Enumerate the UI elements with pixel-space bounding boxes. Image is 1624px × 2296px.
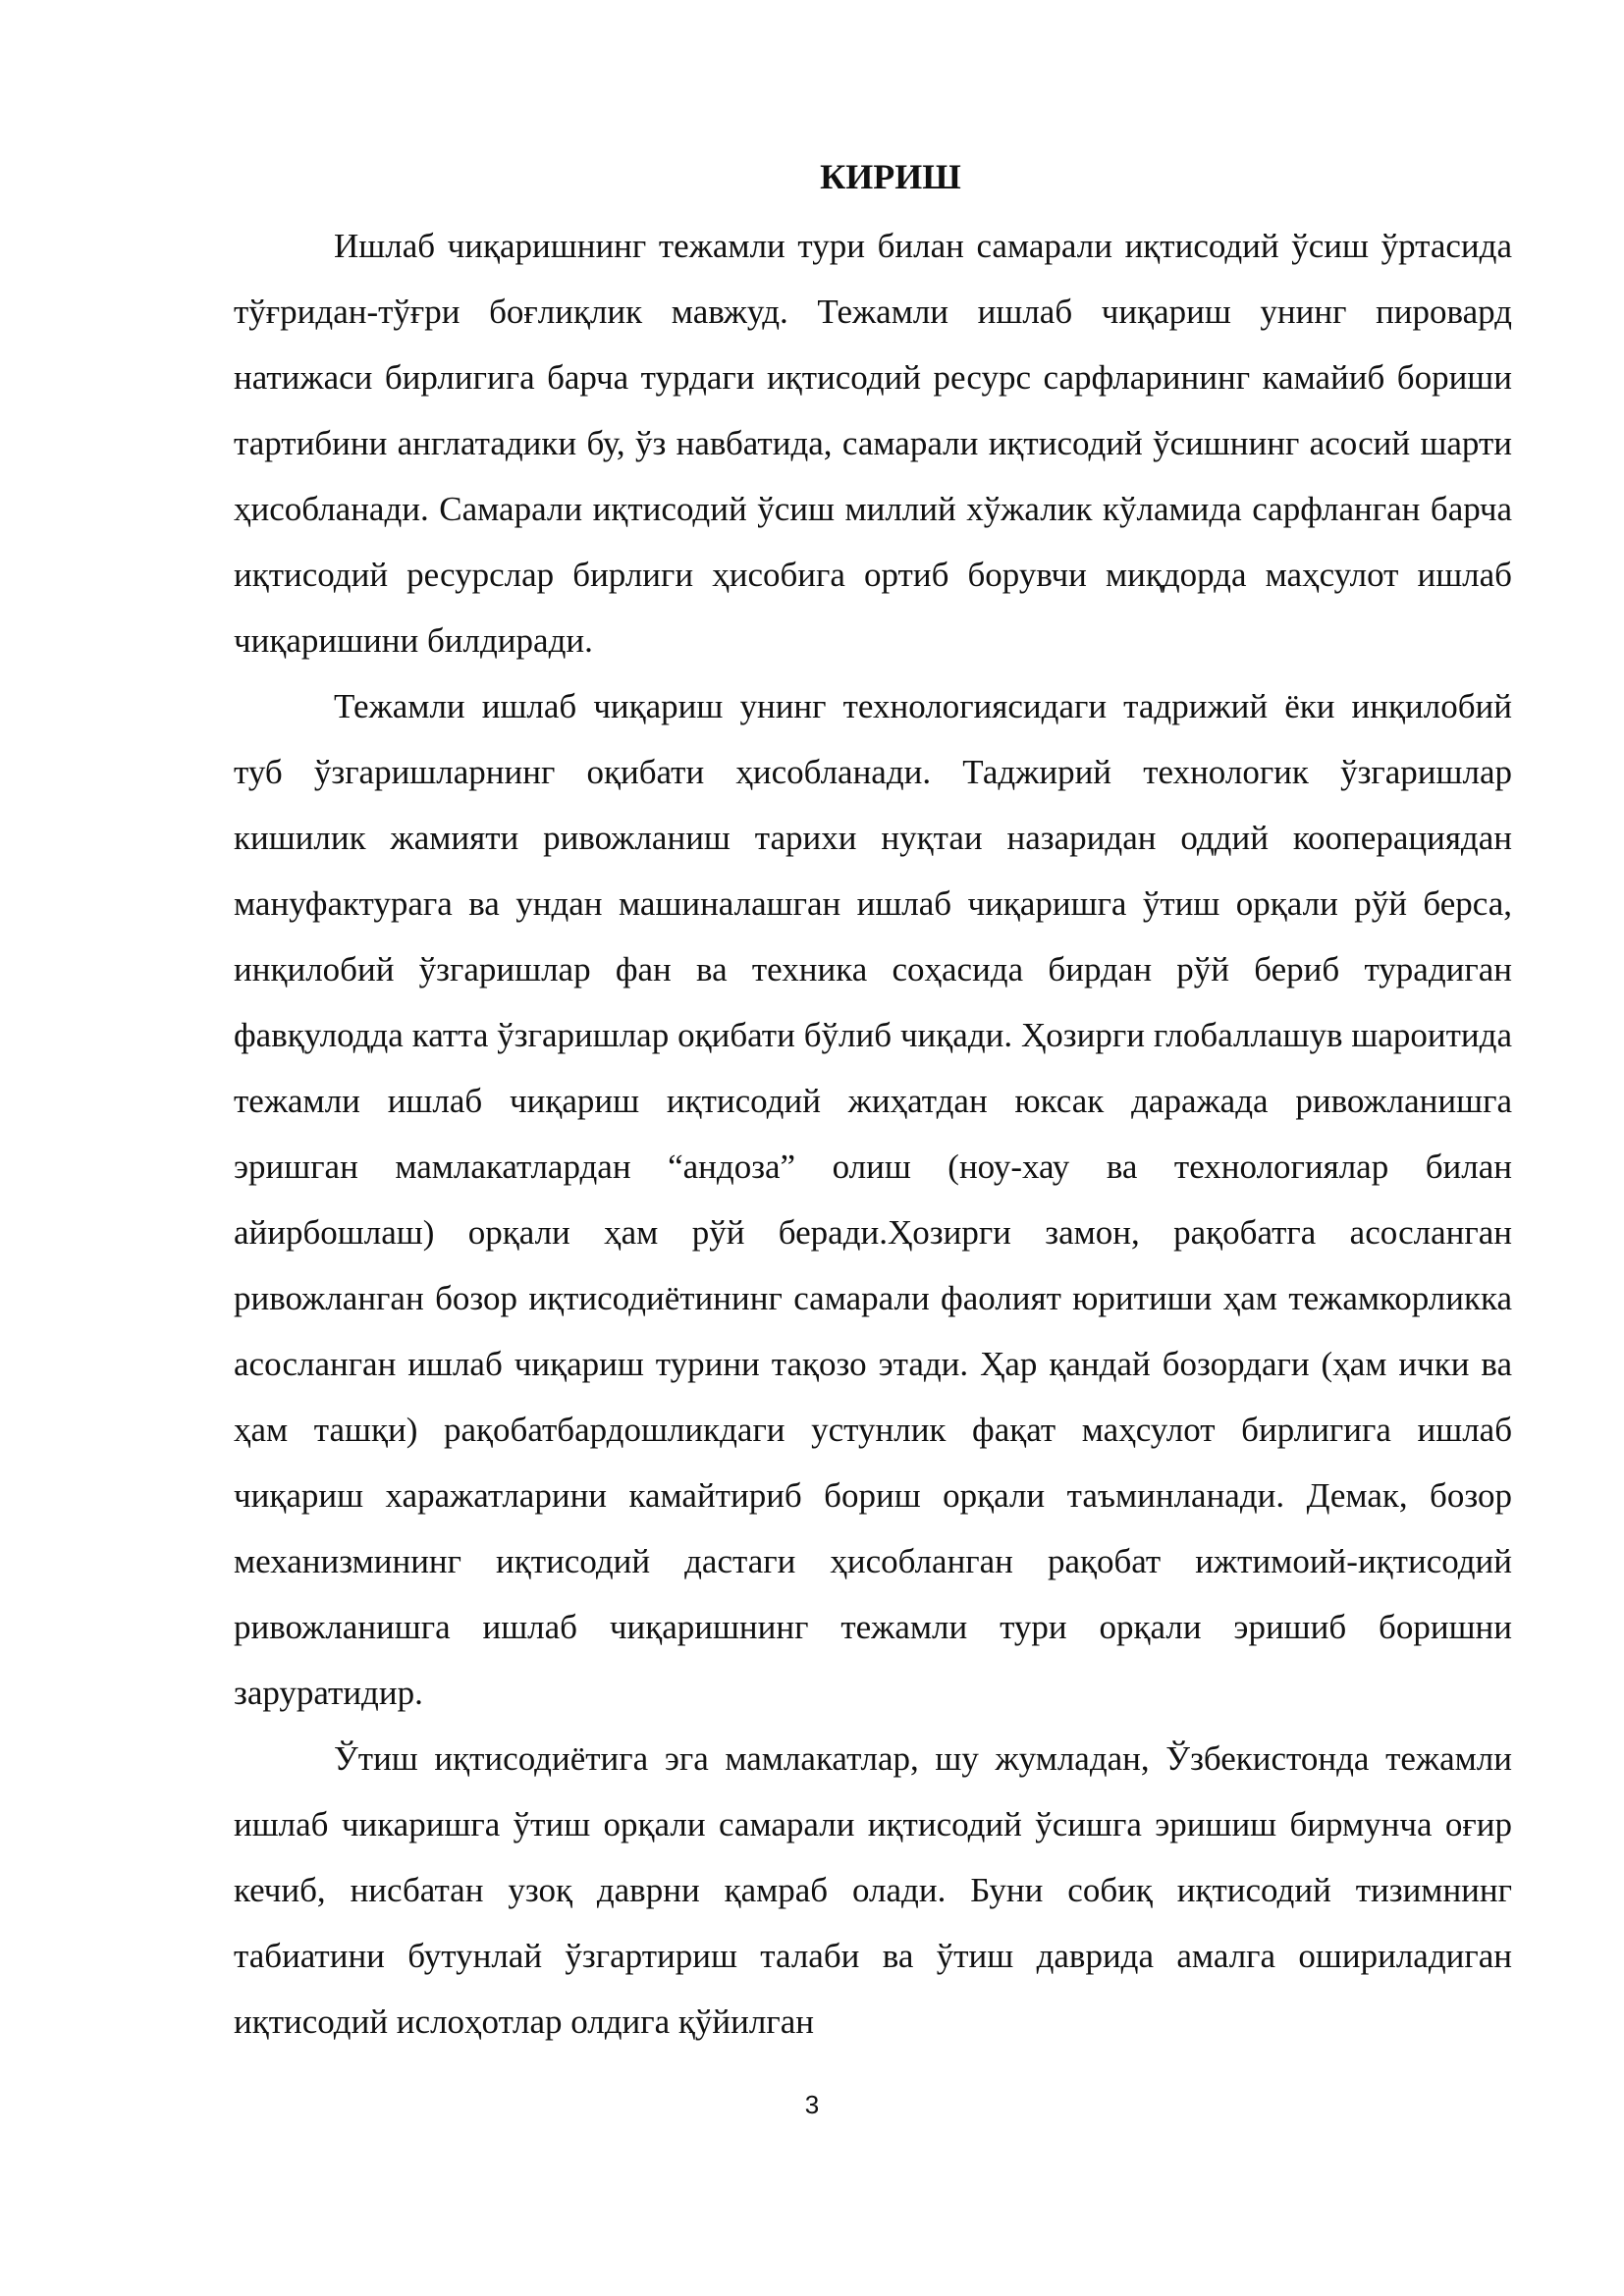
paragraph-1: Ишлаб чиқаришнинг тежамли тури билан самарали иқтисодий ўсиш ўртасида тўғридан-тўғри боғлиқлик мавжуд. Тежамли ишлаб чиқариш унинг пировард натижаси бирлигига барча турдаги иқтисодий ресурс сарфларининг камайиб бориши тартибини англатадики бу, ўз навбатида, самарали иқтисодий ўсишнинг асосий шарти ҳисобланади. Самарали иқтисодий ўсиш миллий хўжалик кўламида сарфланган барча иқтисодий ресурслар бирлиги ҳисобига ортиб борувчи миқдорда маҳсулот ишлаб чиқаришини билдиради. xyxy=(234,227,1512,660)
body-text xyxy=(234,213,1512,2055)
page-number: 3 xyxy=(804,2090,820,2119)
paragraph-2: Тежамли ишлаб чиқариш унинг технологиясидаги тадрижий ёки инқилобий туб ўзгаришларнинг оқибати ҳисобланади. Таджирий технологик ўзгаришлар кишилик жамияти ривожланиш тарихи нуқтаи назаридан оддий кооперациядан мануфактурага ва ундан машиналашган ишлаб чиқаришга ўтиш орқали рўй берса, инқилобий ўзгаришлар фан ва техника соҳасида бирдан рўй бериб турадиган фавқулодда катта ўзгаришлар оқибати бўлиб чиқади. Ҳозирги глобаллашув шароитида тежамли ишлаб чиқариш иқтисодий жиҳатдан юксак даражада ривожланишга эришган мамлакатлардан “андоза” олиш (ноу-хау ва технологиялар билан айирбошлаш) орқали ҳам рўй беради.Ҳозирги замон, рақобатга асосланган ривожланган бозор иқтисодиётининг самарали фаолият юритиши ҳам тежамкорликка асосланган ишлаб чиқариш турини тақозо этади. Ҳар қандай бозордаги (ҳам ички ва ҳам ташқи) рақобатбардошликдаги устунлик фақат маҳсулот бирлигига ишлаб чиқариш харажатларини камайтириб бориш орқали таъминланади. Демак, бозор механизмининг иқтисодий дастаги ҳисобланган рақобат ижтимоий-иқтисодий ривожланишга ишлаб чиқаришнинг тежамли тури орқали эришиб боришни заруратидир. xyxy=(234,687,1512,1712)
paragraph-3: Ўтиш иқтисодиётига эга мамлакатлар, шу жумладан, Ўзбекистонда тежамли ишлаб чикаришга ўтиш орқали самарали иқтисодий ўсишга эришиш бирмунча оғир кечиб, нисбатан узоқ даврни қамраб олади. Буни собиқ иқтисодий тизимнинг табиатини бутунлай ўзгартириш талаби ва ўтиш даврида амалга ошириладиган иқтисодий ислоҳотлар олдига қўйилган xyxy=(234,1739,1512,2041)
page-title: КИРИШ xyxy=(820,157,961,196)
